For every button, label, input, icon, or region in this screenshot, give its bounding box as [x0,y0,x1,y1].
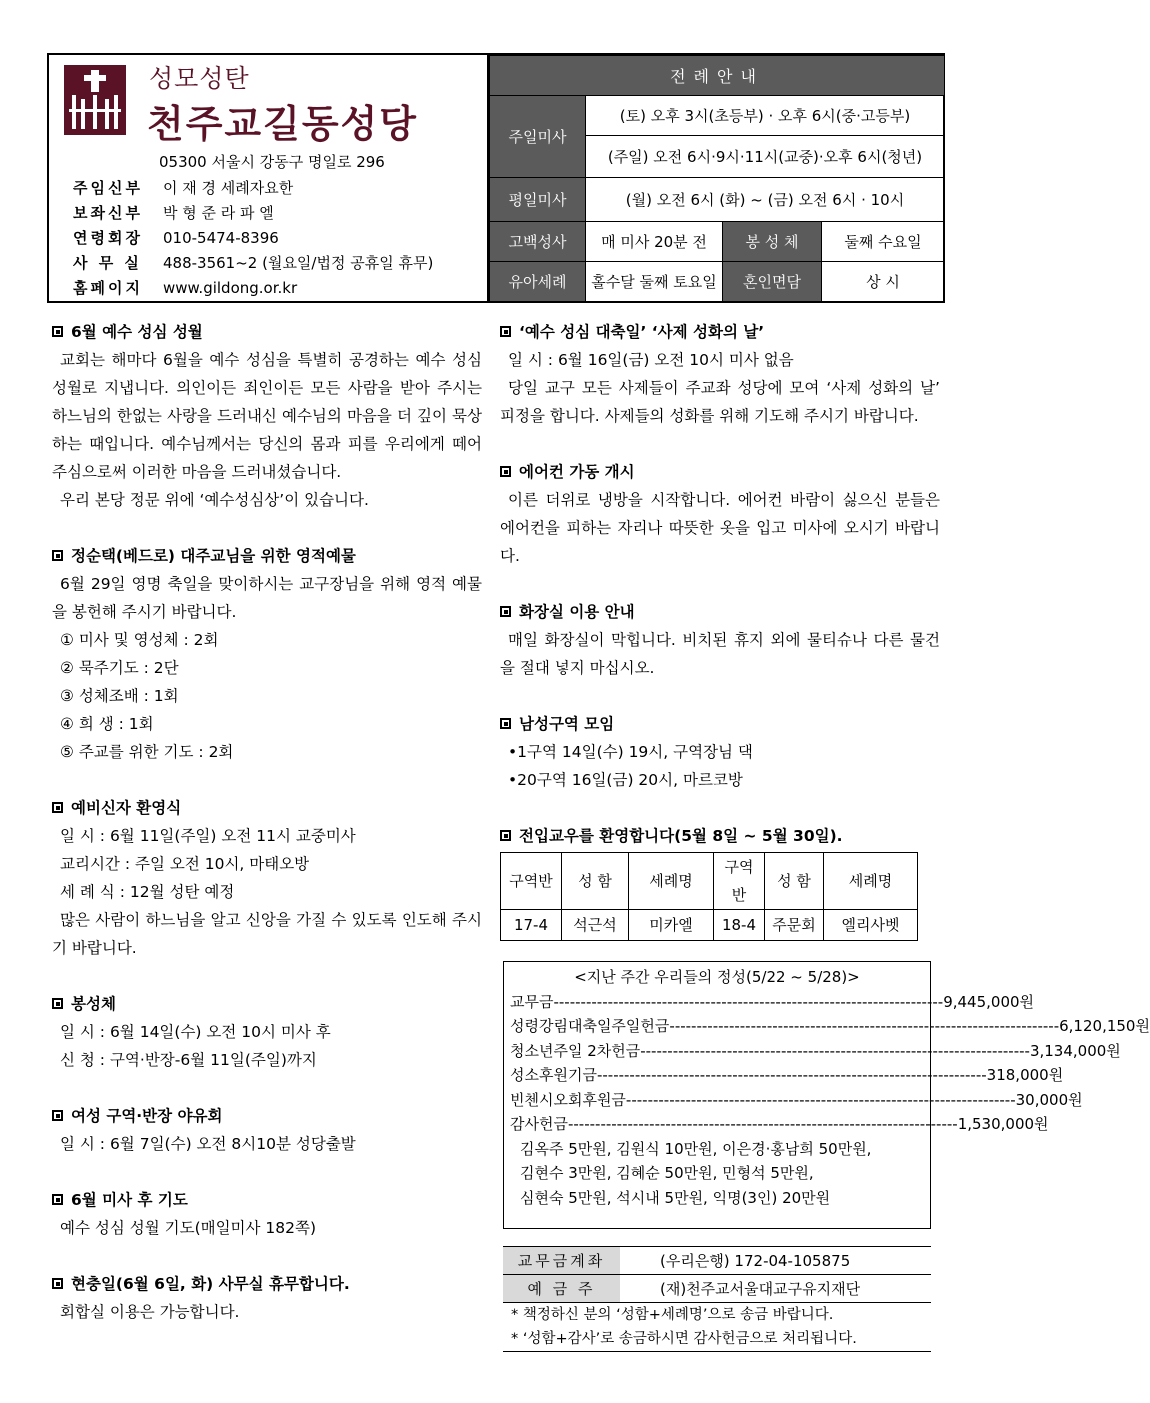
table-cell: 석근석 [562,910,629,941]
donor-line: 김현수 3만원, 김혜순 50만원, 민형석 5만원, [520,1164,814,1182]
info-value: 488-3561~2 (월요일/법정 공휴일 휴무) [163,254,434,272]
info-row [73,250,433,275]
info-row [73,225,433,250]
donor-line: 김옥주 5만원, 김원식 10만원, 이은경·홍남희 50만원, [520,1139,872,1158]
notice-text: 많은 사람이 하느님을 알고 신앙을 가질 수 있도록 인도해 주시기 바랍니다. [52,911,482,957]
notice-section [52,542,482,766]
notice-text: 교회는 해마다 6월을 예수 성심을 특별히 공경하는 예수 성심 성월로 지냅니다. 의인이든 죄인이든 모든 사람을 받아 주시는 하느님의 한없는 사랑을 드러내신 예수님의 마음을 더 깊이 묵상하는 때입니다. 예수님께서는 당신의 몸과 피를 우리에게 떼어 주심으로써 이러한 마음을 드러내셨습니다. [52,351,482,481]
marriage-label: 혼인면담 [723,262,822,302]
notice-text: 우리 본당 정문 위에 ‘예수성심상’이 있습니다. [60,491,369,509]
bullet-square-icon [52,326,63,337]
notice-line: 세 례 식 : 12월 성탄 예정 [60,883,235,901]
communion-time: 둘째 수요일 [822,222,945,262]
parish-info [49,55,487,301]
table-header-row [501,853,918,910]
notice-title: 예비신자 환영식 [52,794,482,822]
notice-title: 화장실 이용 안내 [500,598,940,626]
bullet-square-icon [52,1278,63,1289]
notice-title: 6월 미사 후 기도 [52,1186,482,1214]
notice-line: •1구역 14일(수) 19시, 구역장님 댁 [508,743,753,761]
bullet-square-icon [52,1110,63,1121]
staff-info [73,175,433,300]
bullet-square-icon [52,550,63,561]
info-key: 사 무 실 [73,254,142,272]
notice-line: ② 묵주기도 : 2단 [60,659,179,677]
notice-title: 정순택(베드로) 대주교님을 위한 영적예물 [52,542,482,570]
offering-line: 교무금 ------------------------------------------------------------------------ 9,445,000원 [510,992,1035,1011]
left-column [52,318,482,1354]
account-label: 교무금계좌 [503,1247,620,1275]
notice-title: 현충일(6월 6일, 화) 사무실 휴무합니다. [52,1270,482,1298]
parish-title: 천주교길동성당 [147,102,418,146]
bullet-square-icon [500,606,511,617]
schedule-title: 전례안내 [490,56,945,96]
notice-title: ‘예수 성심 대축일’ ‘사제 성화의 날’ [500,318,940,346]
notice-section [52,1270,482,1326]
bullet-square-icon [52,802,63,813]
notice-title: 전입교우를 환영합니다(5월 8일 ~ 5월 30일). [500,822,940,850]
table-cell: 주문회 [765,910,824,941]
notice-line: 일 시 : 6월 7일(수) 오전 8시10분 성당출발 [60,1135,356,1153]
info-key: 주임신부 [73,179,143,197]
liturgy-schedule [487,55,945,301]
newcomers-table [500,852,918,941]
bullet-square-icon [500,718,511,729]
notice-text: 매일 화장실이 막힙니다. 비치된 휴지 외에 물티슈나 다른 물건을 절대 넣지 마십시오. [500,631,940,677]
baptism-label: 유아세례 [490,262,586,302]
baptism-time: 홀수달 둘째 토요일 [586,262,723,302]
table-header: 구역반 [501,853,562,910]
parish-subtitle: 성모성탄 [149,64,250,93]
communion-label: 봉 성 체 [723,222,822,262]
notice-section [500,598,940,682]
notice-section [52,794,482,962]
notice-line: 회합실 이용은 가능합니다. [60,1303,240,1321]
notice-section [500,318,940,430]
notice-text: 6월 29일 영명 축일을 맞이하시는 교구장님을 위해 영적 예물을 봉헌해 주시기 바랍니다. [52,575,482,621]
notice-line: •20구역 16일(금) 20시, 마르코방 [508,771,743,789]
notice-line: 신 청 : 구역·반장-6월 11일(주일)까지 [60,1051,317,1069]
account-table [503,1246,931,1303]
bullet-square-icon [500,830,511,841]
notice-line: 일 시 : 6월 14일(수) 오전 10시 미사 후 [60,1023,331,1041]
account-info [503,1246,931,1352]
notice-line: 교리시간 : 주일 오전 10시, 마태오방 [60,855,310,873]
notice-line: ⑤ 주교를 위한 기도 : 2회 [60,743,234,761]
offering-line: 성소후원기금 ------------------------------------------------------------------------ 318,000원 [510,1066,1064,1084]
notice-section [500,710,940,794]
notice-section [52,1102,482,1158]
parish-address: 05300 서울시 강동구 명일로 296 [159,153,385,171]
right-column [500,318,940,969]
bullet-square-icon [500,466,511,477]
table-cell: 17-4 [501,910,562,941]
notice-line: 일 시 : 6월 11일(주일) 오전 11시 교중미사 [60,827,356,845]
info-key: 보좌신부 [73,204,143,222]
notice-section [500,458,940,570]
notice-title: 에어컨 가동 개시 [500,458,940,486]
table-cell: 미카엘 [629,910,714,941]
offering-line: 빈첸시오회후원금 ------------------------------------------------------------------------ 30,000원 [510,1090,1083,1109]
notice-line: ④ 희 생 : 1회 [60,715,154,733]
account-note: * 책정하신 분의 ‘성함+세례명’으로 송금 바랍니다. [511,1307,834,1323]
weekday-mass-time: (월) 오전 6시 (화) ~ (금) 오전 6시 · 10시 [586,178,945,222]
notice-section [52,1186,482,1242]
table-header: 세례명 [824,853,918,910]
table-header: 성 함 [765,853,824,910]
sunday-mass-label: 주일미사 [490,96,586,178]
bullet-square-icon [52,998,63,1009]
offering-line: 감사헌금 ------------------------------------------------------------------------ 1,530,000원 [510,1115,1049,1133]
notice-line: ① 미사 및 영성체 : 2회 [60,631,219,649]
offerings-title: <지난 주간 우리들의 정성(5/22 ~ 5/28)> [574,968,860,986]
notice-title: 봉성체 [52,990,482,1018]
account-notes [503,1303,931,1352]
info-value: 010-5474-8396 [163,228,279,247]
info-row [73,175,433,200]
bulletin-header [47,53,945,303]
table-row [501,910,918,941]
sunday-mass-time: (토) 오후 3시(초등부) · 오후 6시(중·고등부) [586,96,945,136]
account-holder-label: 예 금 주 [503,1275,620,1303]
church-logo-icon [64,65,126,135]
info-key: 홈페이지 [73,279,143,297]
offering-line: 성령강림대축일주일헌금 ------------------------------------------------------------------------ 6,120,150원 [510,1017,1150,1035]
notice-title: 남성구역 모임 [500,710,940,738]
table-header: 성 함 [562,853,629,910]
info-row [73,275,433,300]
notice-line: 일 시 : 6월 16일(금) 오전 10시 미사 없음 [508,351,794,369]
notice-title: 6월 예수 성심 성월 [52,318,482,346]
notice-section [52,318,482,514]
notice-title: 여성 구역·반장 야유회 [52,1102,482,1130]
info-row [73,200,433,225]
table-cell: 엘리사벳 [824,910,918,941]
bullet-square-icon [52,1194,63,1205]
table-header: 세례명 [629,853,714,910]
info-value: 박 형 준 라 파 엘 [163,204,274,222]
table-cell: 18-4 [714,910,765,941]
schedule-table [489,55,945,302]
notice-section [52,990,482,1074]
account-note: * ‘성함+감사’로 송금하시면 감사헌금으로 처리됩니다. [511,1331,857,1347]
homepage-link[interactable]: www.gildong.or.kr [163,278,298,297]
marriage-time: 상 시 [822,262,945,302]
notice-text: 당일 교구 모든 사제들이 주교좌 성당에 모여 ‘사제 성화의 날’ 피정을 합니다. 사제들의 성화를 위해 기도해 주시기 바랍니다. [500,379,940,425]
bullet-square-icon [500,326,511,337]
account-number: (우리은행) 172-04-105875 [620,1247,931,1275]
weekday-mass-label: 평일미사 [490,178,586,222]
notice-line: ③ 성체조배 : 1회 [60,687,179,705]
sunday-mass-time: (주일) 오전 6시·9시·11시(교중)·오후 6시(청년) [586,136,945,178]
account-holder: (재)천주교서울대교구유지재단 [620,1275,931,1303]
notice-text: 이른 더위로 냉방을 시작합니다. 에어컨 바람이 싫으신 분들은 에어컨을 피하는 자리나 따뜻한 옷을 입고 미사에 오시기 바랍니다. [500,491,940,565]
table-header: 구역반 [714,853,765,910]
info-value: 이 재 경 세례자요한 [163,179,294,197]
offerings-box [503,961,1150,1229]
newcomers-section [500,822,940,941]
offering-line: 청소년주일 2차헌금 ------------------------------------------------------------------------ 3,134,000원 [510,1041,1121,1060]
donor-line: 심현숙 5만원, 석시내 5만원, 익명(3인) 20만원 [520,1188,831,1207]
confession-time: 매 미사 20분 전 [586,222,723,262]
confession-label: 고백성사 [490,222,586,262]
notice-line: 예수 성심 성월 기도(매일미사 182쪽) [60,1219,317,1237]
info-key: 연령회장 [73,229,143,247]
